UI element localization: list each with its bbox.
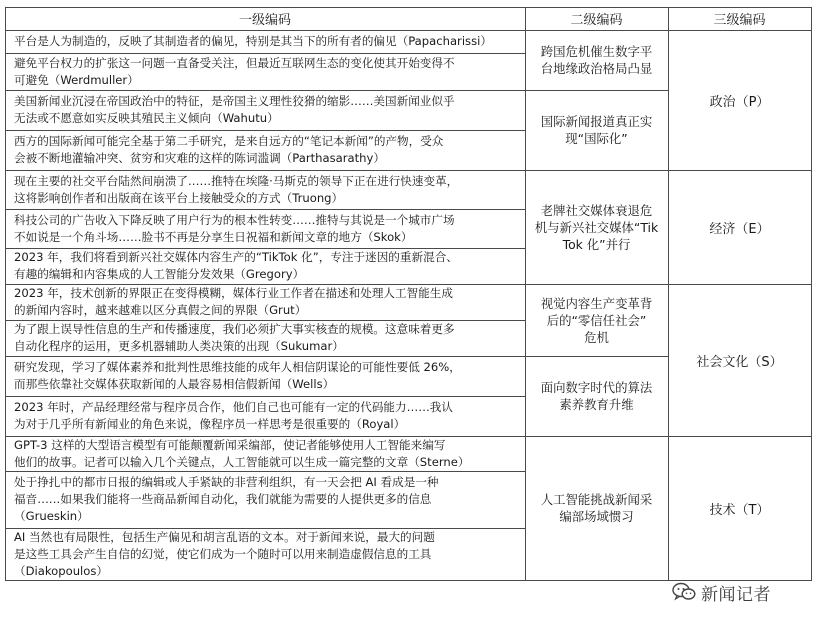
table-row [5,53,525,90]
grid-line [5,284,525,285]
grid-line [668,7,669,581]
table-row [5,170,525,209]
quote-text [5,30,525,50]
level2-code [525,284,668,356]
quote-text [5,248,525,283]
grid-line [5,170,525,171]
quote-line: 平台是人为制造的，反映了其制造者的偏见，特别是其当下的所有者的偏见（Papacharissi） [14,34,492,48]
table-row [5,248,525,284]
quote-line: 2023 年，我们将看到新兴社交媒体内容生产的“TikTok 化”，专注于迷因的重新混合、 [14,250,458,264]
grid-line [525,90,668,91]
grid-line [5,320,525,321]
level2-line: 编部场域惯习 [559,509,634,524]
grid-line [525,284,668,285]
grid-line [5,248,525,249]
quote-text [5,356,525,393]
grid-line [5,30,811,31]
level2-line: 素养教育升维 [559,397,634,412]
grid-line [525,356,668,357]
grid-line [525,170,668,171]
level2-label [541,43,653,77]
level2-line: 老牌社交媒体衰退危 [540,202,653,218]
quote-line: 自动化程序的运用，更多机器辅助人类决策的出现（Sukumar） [14,339,344,353]
quote-line: 美国新闻业沉浸在帝国政治中的特征，是帝国主义理性狡猾的缩影……美国新闻业似乎 [14,94,455,108]
quote-line: 现在主要的社交平台陆然间崩溃了……推特在埃隆·马斯克的领导下正在进行快速变革， [14,173,459,188]
quote-line: 处于挣扎中的都市日报的编辑或人手紧缺的非营利组织，有一天会把 AI 看成是一种 [14,475,439,489]
watermark-text: 新闻记者 [701,584,771,605]
quote-line: AI 当然也有局限性，包括生产偏见和胡言乱语的文本。对于新闻来说，最大的问题 [14,529,435,544]
quote-text [5,320,525,355]
quote-text [5,528,525,580]
quote-text [5,284,525,319]
quote-line: 可避免（Werdmuller） [14,72,139,87]
table-row [5,90,525,130]
level2-line: 后的“零信任社会” [546,312,647,328]
grid-line [668,284,811,285]
quote-line: 福音……如果我们能将一些商品新闻自动化，我们就能为需要的人提供更多的信息 [14,492,432,506]
quote-line: 是这些工具会产生自信的幻觉，使它们成为一个随时可以用来制造虚假信息的工具 [14,546,432,561]
table-row [5,284,525,320]
level2-line: 现“国际化” [565,131,628,146]
table-row [5,356,525,396]
header-level2: 二级编码 [570,13,623,28]
table-row [5,209,525,248]
quote-line: 研究发现，学习了媒体素养和批判性思维技能的成年人相信阴谋论的可能性要低 26%， [14,360,461,374]
quote-text [5,436,525,471]
quote-line: （Diakopoulos） [14,563,108,578]
grid-line [5,528,525,529]
level2-code [525,30,668,90]
wechat-icon [672,582,696,602]
grid-line [5,209,525,210]
quote-text [5,53,525,89]
quote-line: 为对于几乎所有新闻业的角色来说，像程序员一样思考是很重要的（Royal） [14,417,406,431]
level3-code: 技术（T） [709,502,770,518]
level2-line: 国际新闻报道真正实 [540,114,653,129]
level2-line: 机与新兴社交媒体“Tik [534,219,659,235]
grid-line [5,356,525,357]
level3-code: 政治（P） [709,94,770,110]
level2-line: 视觉内容生产变革背 [540,295,653,311]
level2-code [525,436,668,580]
quote-line: 而那些依靠社交媒体获取新闻的人最容易相信假新闻（Wells） [14,377,335,391]
level2-label [541,491,653,525]
level3-code: 社会文化（S） [696,354,783,370]
quote-line: 这将影响创作者和出版商在该平台上接触受众的方式（Truong） [14,190,344,205]
quote-text [5,90,525,127]
quote-text [5,209,525,246]
table-row [5,471,525,528]
level3-code: 经济（E） [709,221,770,237]
level2-label [541,113,653,147]
quote-line: 科技公司的广告收入下降反映了用户行为的根本性转变……推特与其说是一个城市广场 [14,212,455,227]
level2-label [541,379,653,413]
table-row [5,396,525,436]
quote-text [5,396,525,433]
grid-line [5,436,525,437]
quote-line: 为了跟上误导性信息的生产和传播速度，我们必须扩大事实核查的规模。这意味着更多 [14,322,455,336]
quote-line: 2023 年，技术创新的界限正在变得模糊，媒体行业工作者在描述和处理人工智能生成 [14,286,453,300]
quote-line: 的新闻内容时，越来越难以区分真假之间的界限（Grut） [14,303,307,317]
table-row [5,436,525,471]
grid-line [5,53,525,54]
quote-line: 有趣的编辑和内容集成的人工智能分发效果（Gregory） [14,267,305,281]
table-row [5,320,525,356]
table-row [5,30,525,53]
table-row [5,130,525,170]
grid-line [5,471,525,472]
watermark [672,577,812,607]
grid-line [5,7,6,581]
grid-line [811,7,812,581]
level2-line: 危机 [584,329,609,345]
quote-text [5,471,525,525]
quote-line: GPT-3 这样的大型语言模型有可能颠覆新闻采编部，使记者能够使用人工智能来编写 [14,437,446,452]
grid-line [525,436,668,437]
quote-line: 他们的故事。记者可以输入几个关键点，人工智能就可以生成一篇完整的文章（Sterne） [14,454,470,469]
level2-line: 面向数字时代的算法 [540,380,653,395]
quote-line: 不如说是一个角斗场……脸书不再是分享生日祝福和新闻文章的地方（Skok） [14,229,413,244]
quote-line: 避免平台权力的扩张这一问题一直备受关注，但最近互联网生态的变化使其开始变得不 [14,55,455,70]
grid-line [525,7,526,581]
level2-code [525,356,668,436]
quote-line: 西方的国际新闻可能完全基于第二手研究，是来自远方的“笔记本新闻”的产物，受众 [14,134,444,148]
header-level3: 三级编码 [713,13,766,28]
grid-line [5,7,811,8]
grid-line [5,396,525,397]
quote-line: （Grueskin） [14,509,89,523]
header-level1: 一级编码 [238,13,291,28]
grid-line [5,90,525,91]
grid-line [668,436,811,437]
quote-line: 2023 年时，产品经理经常与程序员合作，他们自己也可能有一定的代码能力……我认 [14,400,453,414]
level2-code [525,90,668,170]
level2-line: Tok 化”并行 [562,236,631,252]
quote-line: 无法或不愿意如实反映其殖民主义倾向（Wahutu） [14,111,279,125]
quote-text [5,170,525,207]
grid-line [5,130,525,131]
grid-line [668,170,811,171]
level2-line: 人工智能挑战新闻采 [540,492,653,507]
level2-line: 台地缘政治格局凸显 [540,61,653,76]
level2-label [535,202,658,253]
table-row [5,528,525,580]
quote-text [5,130,525,167]
level2-line: 跨国危机催生数字平 [540,44,653,59]
level2-label [541,295,653,346]
quote-line: 会被不断地灌输冲突、贫穷和灾难的这样的陈词滥调（Parthasarathy） [14,151,385,165]
level2-code [525,170,668,284]
